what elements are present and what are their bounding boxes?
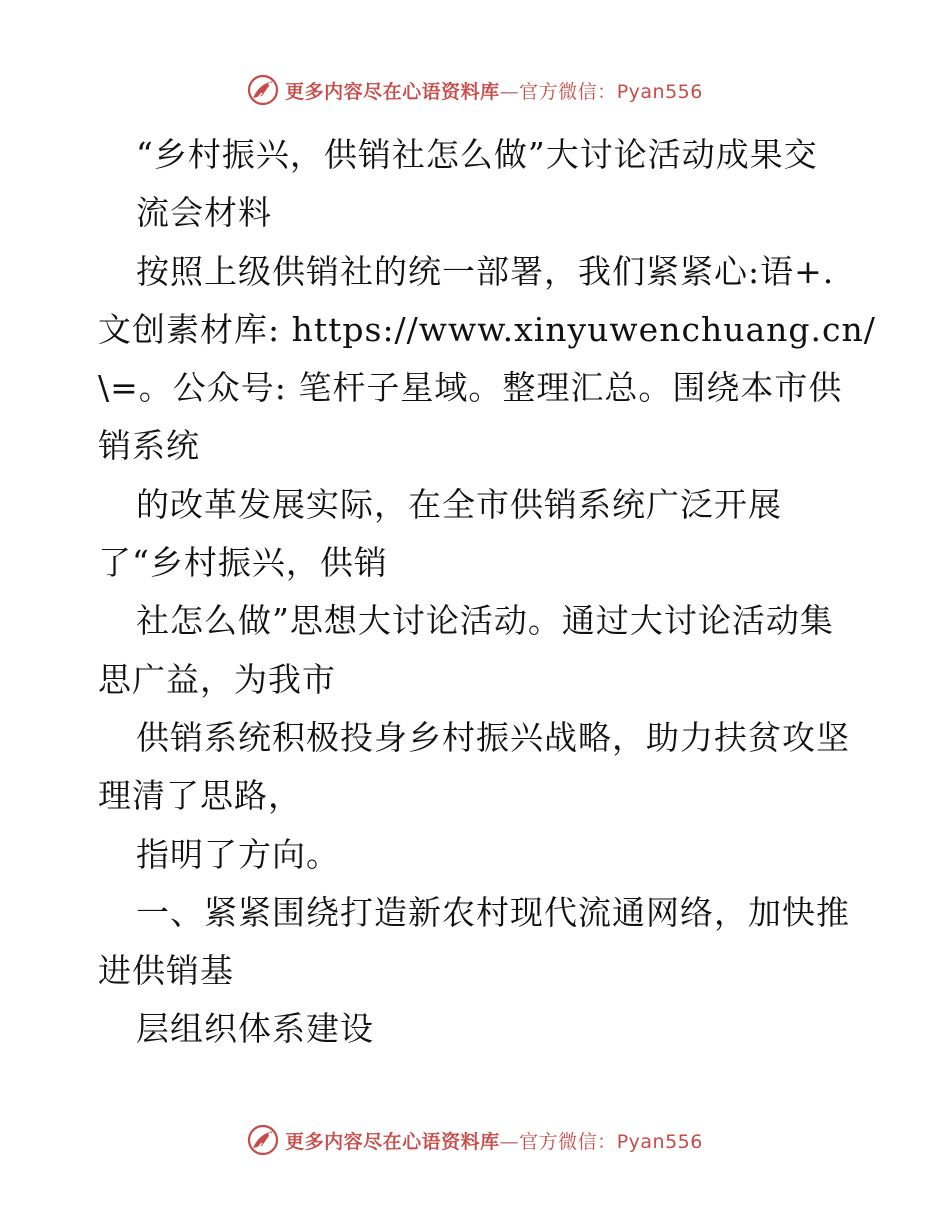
- header-brand-text: 更多内容尽在心语资料库: [285, 80, 500, 103]
- body-line: “乡村振兴，供销社怎么做”大讨论活动成果交: [136, 135, 818, 174]
- body-line: 进供销基: [98, 951, 234, 991]
- header-wechat-label: 官方微信：: [519, 80, 617, 103]
- body-line: 思广益，为我市: [98, 659, 336, 699]
- footer-separator: —: [499, 1130, 520, 1153]
- body-line: 理清了思路，: [98, 776, 302, 816]
- pen-logo-icon: [247, 1124, 279, 1156]
- header-watermark: [0, 70, 950, 110]
- footer-wechat-label: 官方微信：: [519, 1130, 617, 1153]
- body-line: 销系统: [98, 426, 200, 466]
- body-line: 供销系统积极投身乡村振兴战略，助力扶贫攻坚: [136, 717, 850, 757]
- footer-wechat-id: Pyan556: [616, 1130, 703, 1153]
- body-line: 的改革发展实际，在全市供销系统广泛开展: [136, 484, 782, 524]
- footer-brand-text: 更多内容尽在心语资料库: [285, 1130, 500, 1153]
- body-line: 一、紧紧围绕打造新农村现代流通网络，加快推: [136, 892, 850, 932]
- body-line: 指明了方向。: [136, 834, 340, 874]
- body-line: 层组织体系建设: [136, 1009, 374, 1049]
- body-line: 按照上级供销社的统一部署，我们紧紧心:语+.: [136, 251, 835, 291]
- footer-watermark: [0, 1120, 950, 1160]
- document-body: [98, 126, 876, 1059]
- body-line: 了“乡村振兴，供销: [98, 543, 388, 583]
- header-wechat-id: Pyan556: [616, 80, 703, 103]
- header-separator: —: [499, 80, 520, 103]
- body-line: 文创素材库: https://www.xinyuwenchuang.cn/: [98, 309, 876, 349]
- pen-logo-icon: [247, 74, 279, 106]
- body-line: 流会材料: [136, 193, 272, 233]
- body-line: \=。公众号: 笔杆子星域。整理汇总。围绕本市供: [98, 368, 843, 408]
- body-line: 社怎么做”思想大讨论活动。通过大讨论活动集: [136, 601, 834, 641]
